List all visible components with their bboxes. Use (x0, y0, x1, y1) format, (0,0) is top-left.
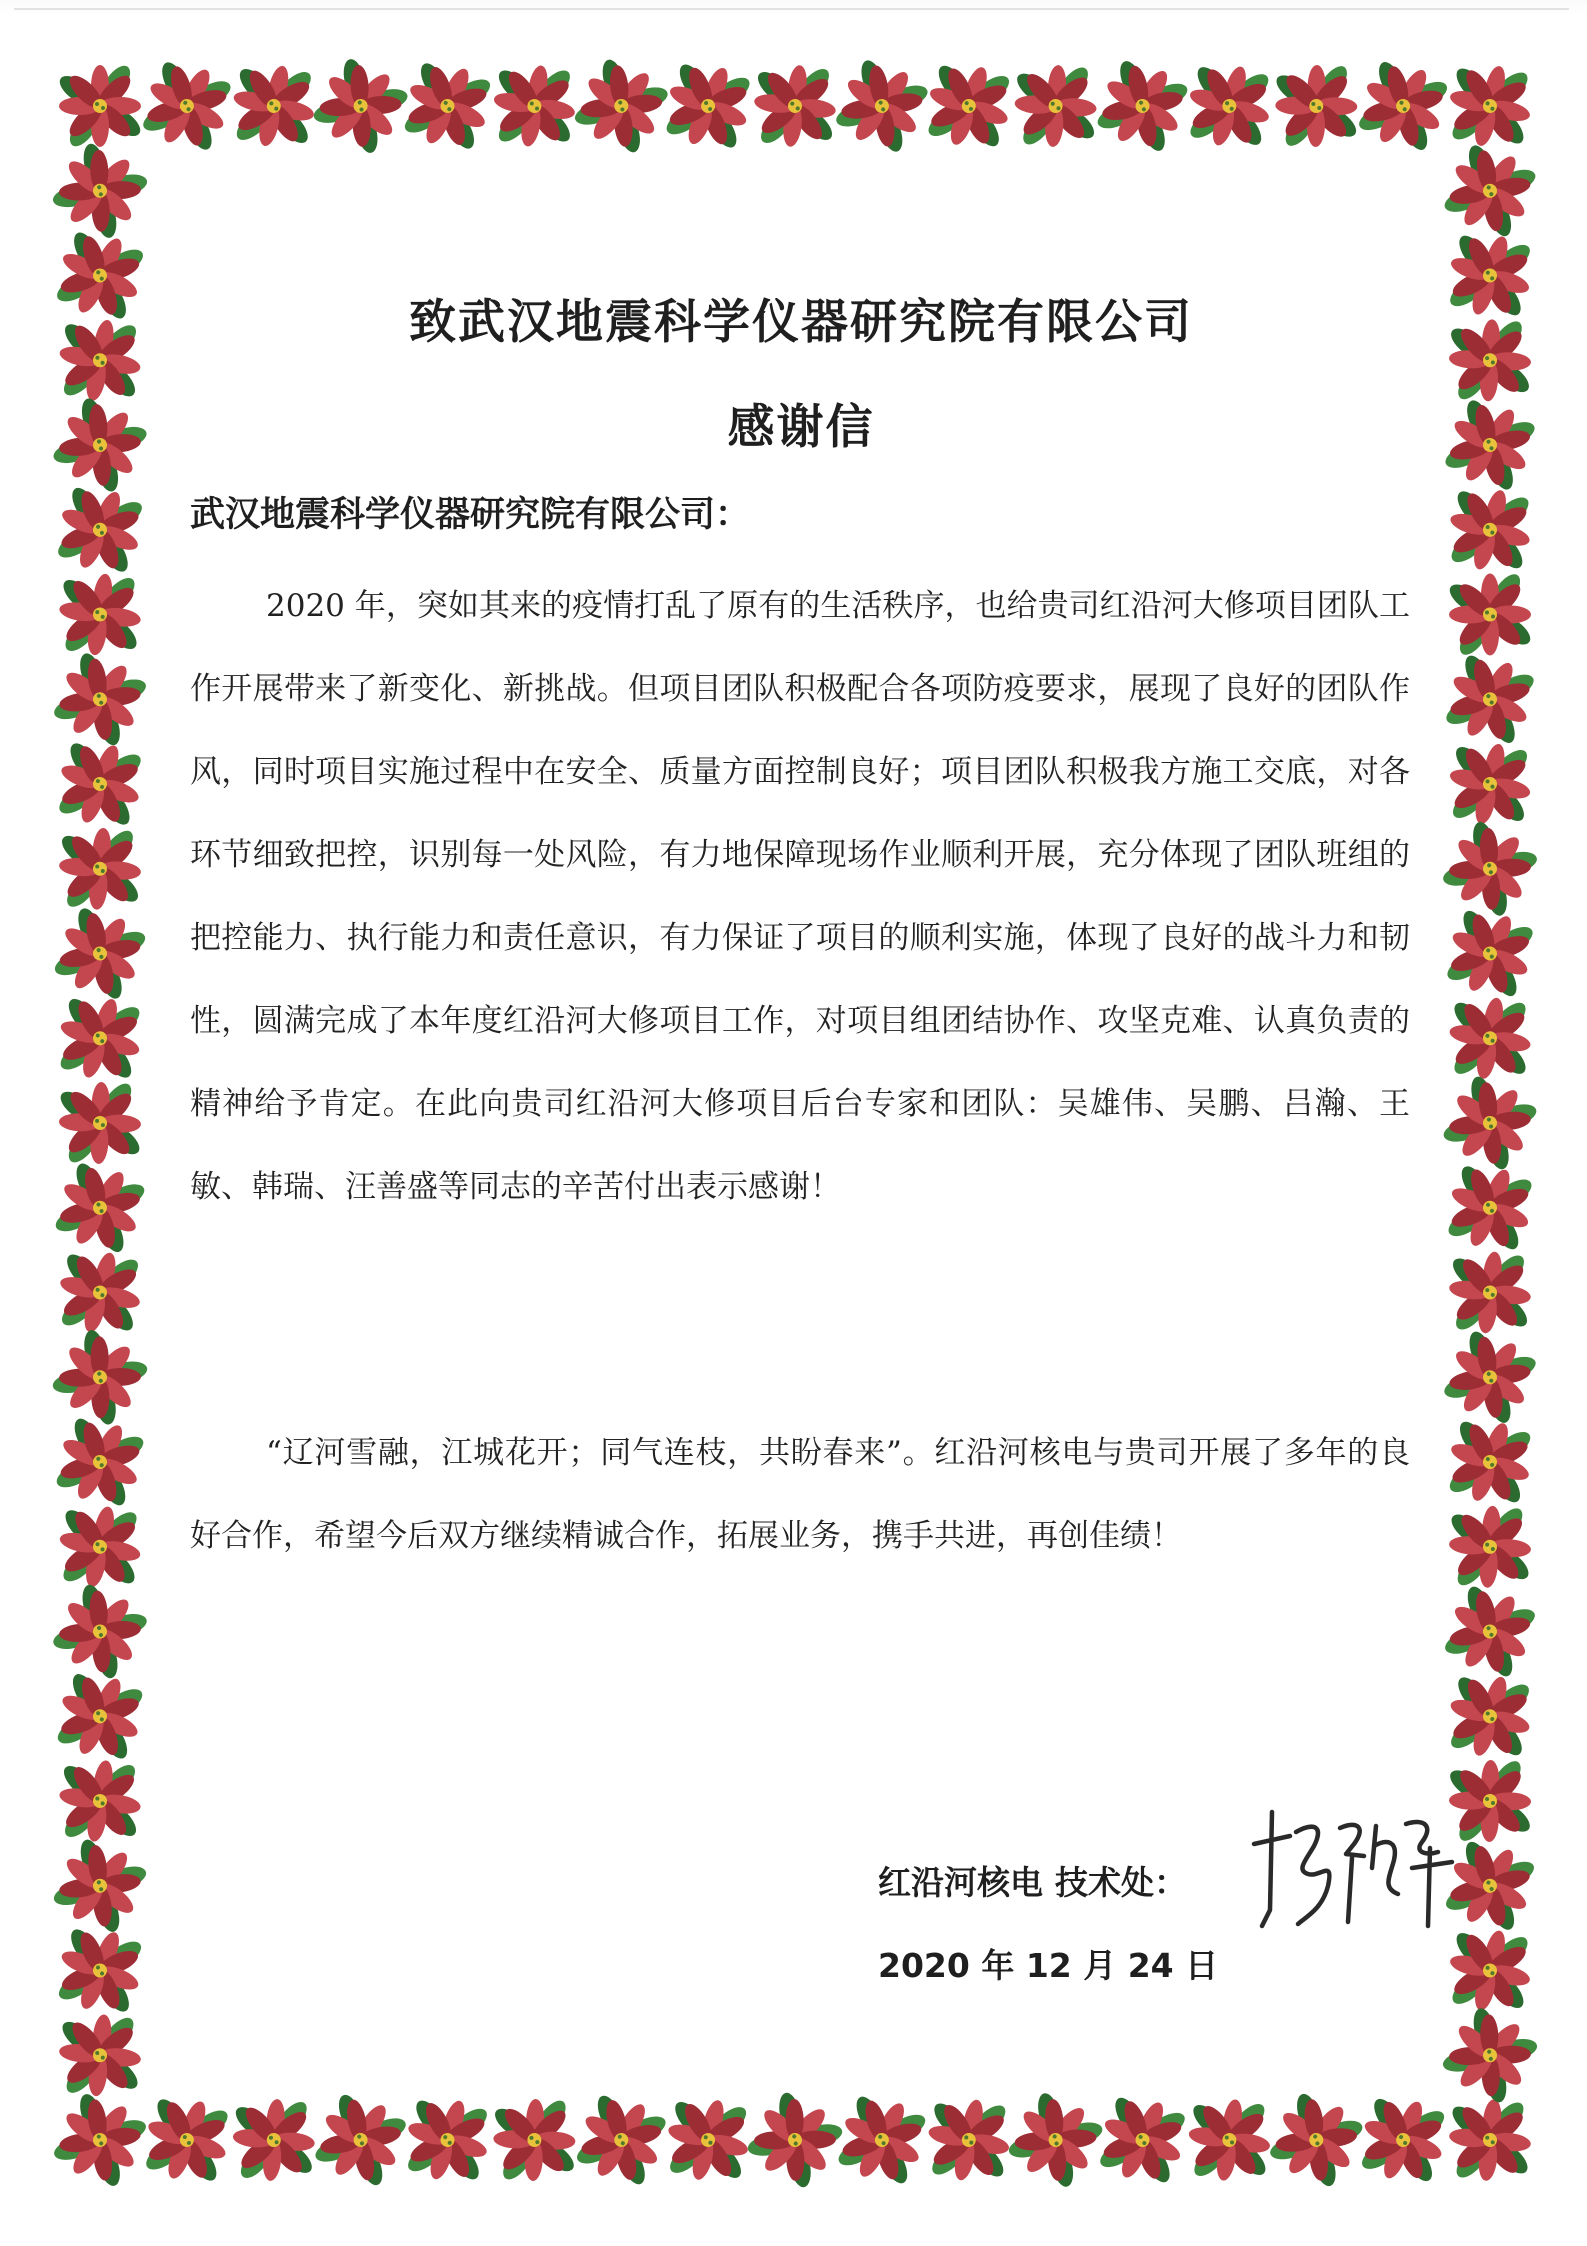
poinsettia-icon (49, 564, 151, 666)
poinsettia-icon (1438, 986, 1542, 1090)
poinsettia-icon (1432, 1404, 1547, 1519)
poinsettia-icon (1426, 805, 1553, 932)
poinsettia-icon (37, 382, 164, 509)
poinsettia-icon (1431, 1149, 1549, 1267)
poinsettia-icon (387, 46, 507, 166)
poinsettia-icon (482, 54, 586, 158)
handwritten-signature (1248, 1798, 1468, 1938)
poinsettia-icon (1440, 1242, 1540, 1342)
poinsettia-icon (41, 470, 160, 589)
paragraph-cooperation: “辽河雪融，江城花开；同气连枝，共盼春来”。红沿河核电与贵司开展了多年的良好合作，希望今后双方继续精诚合作，拓展业务，携手共进，再创佳绩！ (190, 1435, 1410, 1554)
poinsettia-icon (53, 1076, 146, 1169)
poinsettia-icon (36, 1568, 163, 1695)
poinsettia-icon (1440, 2090, 1539, 2189)
poinsettia-icon (55, 61, 145, 151)
poinsettia-icon (43, 982, 157, 1096)
poinsettia-icon (1426, 1992, 1553, 2119)
poinsettia-icon (1436, 730, 1544, 838)
poinsettia-icon (37, 2077, 163, 2203)
poinsettia-icon (39, 1401, 161, 1523)
letter-title-recipient: 致武汉地震科学仪器研究院有限公司 (409, 295, 1193, 350)
sign-department: 技术处： (1055, 1863, 1187, 1902)
poinsettia-icon (1433, 218, 1548, 333)
signature-line (878, 1857, 1187, 1904)
poinsettia-icon (50, 2006, 149, 2105)
poinsettia-icon (48, 1749, 151, 1852)
poinsettia-icon (1428, 1569, 1553, 1694)
poinsettia-icon (1270, 60, 1362, 152)
poinsettia-icon (1427, 1060, 1554, 1187)
poinsettia-icon (126, 45, 248, 167)
poinsettia-icon (745, 56, 845, 156)
poinsettia-icon (911, 48, 1026, 163)
letter-title: 感谢信 (727, 400, 875, 455)
poinsettia-icon (1442, 1499, 1538, 1595)
paragraph-thanks: 2020 年，突如其来的疫情打乱了原有的生活秩序，也给贵司红沿河大修项目团队工作开展带来了新变化、新挑战。但项目团队积极配合各项防疫要求，展现了良好的团队作风，同时项目实施过程中在安全、质量方面控制良好；项目团队积极我方施工交底，对各环节细致把控，识别每一处风险，有力地保障现场作业顺利开展，充分体现了团队班组的把控能力、执行能力和责任意识，有力保证了项目的顺利实施，体现了良好的战斗力和韧性，圆满完成了本年度红沿河大修项目工作，对项目组团结协作、攻坚克难、认真负责的精神给予肯定。在此向贵司红沿河大修项目后台专家和团队：吴雄伟、吴鹏、吕瀚、王敏、韩瑞、汪善盛等同志的辛苦付出表示感谢！ (190, 588, 1410, 1205)
poinsettia-icon (1428, 383, 1552, 507)
poinsettia-icon (40, 1656, 160, 1776)
poinsettia-icon (51, 820, 149, 918)
poinsettia-icon (1443, 313, 1538, 408)
poinsettia-icon (36, 1314, 163, 1441)
poinsettia-icon (1434, 1660, 1547, 1773)
poinsettia-icon (1430, 893, 1550, 1013)
poinsettia-icon (47, 1493, 154, 1600)
poinsettia-icon (1434, 474, 1545, 585)
poinsettia-icon (1173, 50, 1286, 163)
poinsettia-icon (37, 636, 163, 762)
poinsettia-icon (45, 1237, 155, 1347)
poinsettia-icon (1427, 128, 1552, 253)
poinsettia-icon (1429, 638, 1551, 760)
poinsettia-icon (649, 47, 767, 165)
poinsettia-icon (37, 1823, 163, 1949)
poinsettia-icon (1427, 1314, 1553, 1440)
poinsettia-icon (37, 891, 162, 1016)
poinsettia-icon (41, 1912, 158, 2029)
poinsettia-icon (220, 52, 328, 160)
poinsettia-icon (1008, 58, 1104, 154)
poinsettia-icon (39, 215, 160, 336)
salutation: 武汉地震科学仪器研究院有限公司： (190, 495, 751, 535)
poinsettia-icon (1445, 569, 1535, 659)
sign-organization: 红沿河核电 (878, 1863, 1043, 1902)
poinsettia-icon (38, 1146, 162, 1270)
poinsettia-icon (42, 726, 158, 842)
poinsettia-icon (47, 307, 153, 413)
poinsettia-icon (1435, 51, 1544, 160)
letter-date: 2020 年 12 月 24 日 (878, 1946, 1219, 1985)
